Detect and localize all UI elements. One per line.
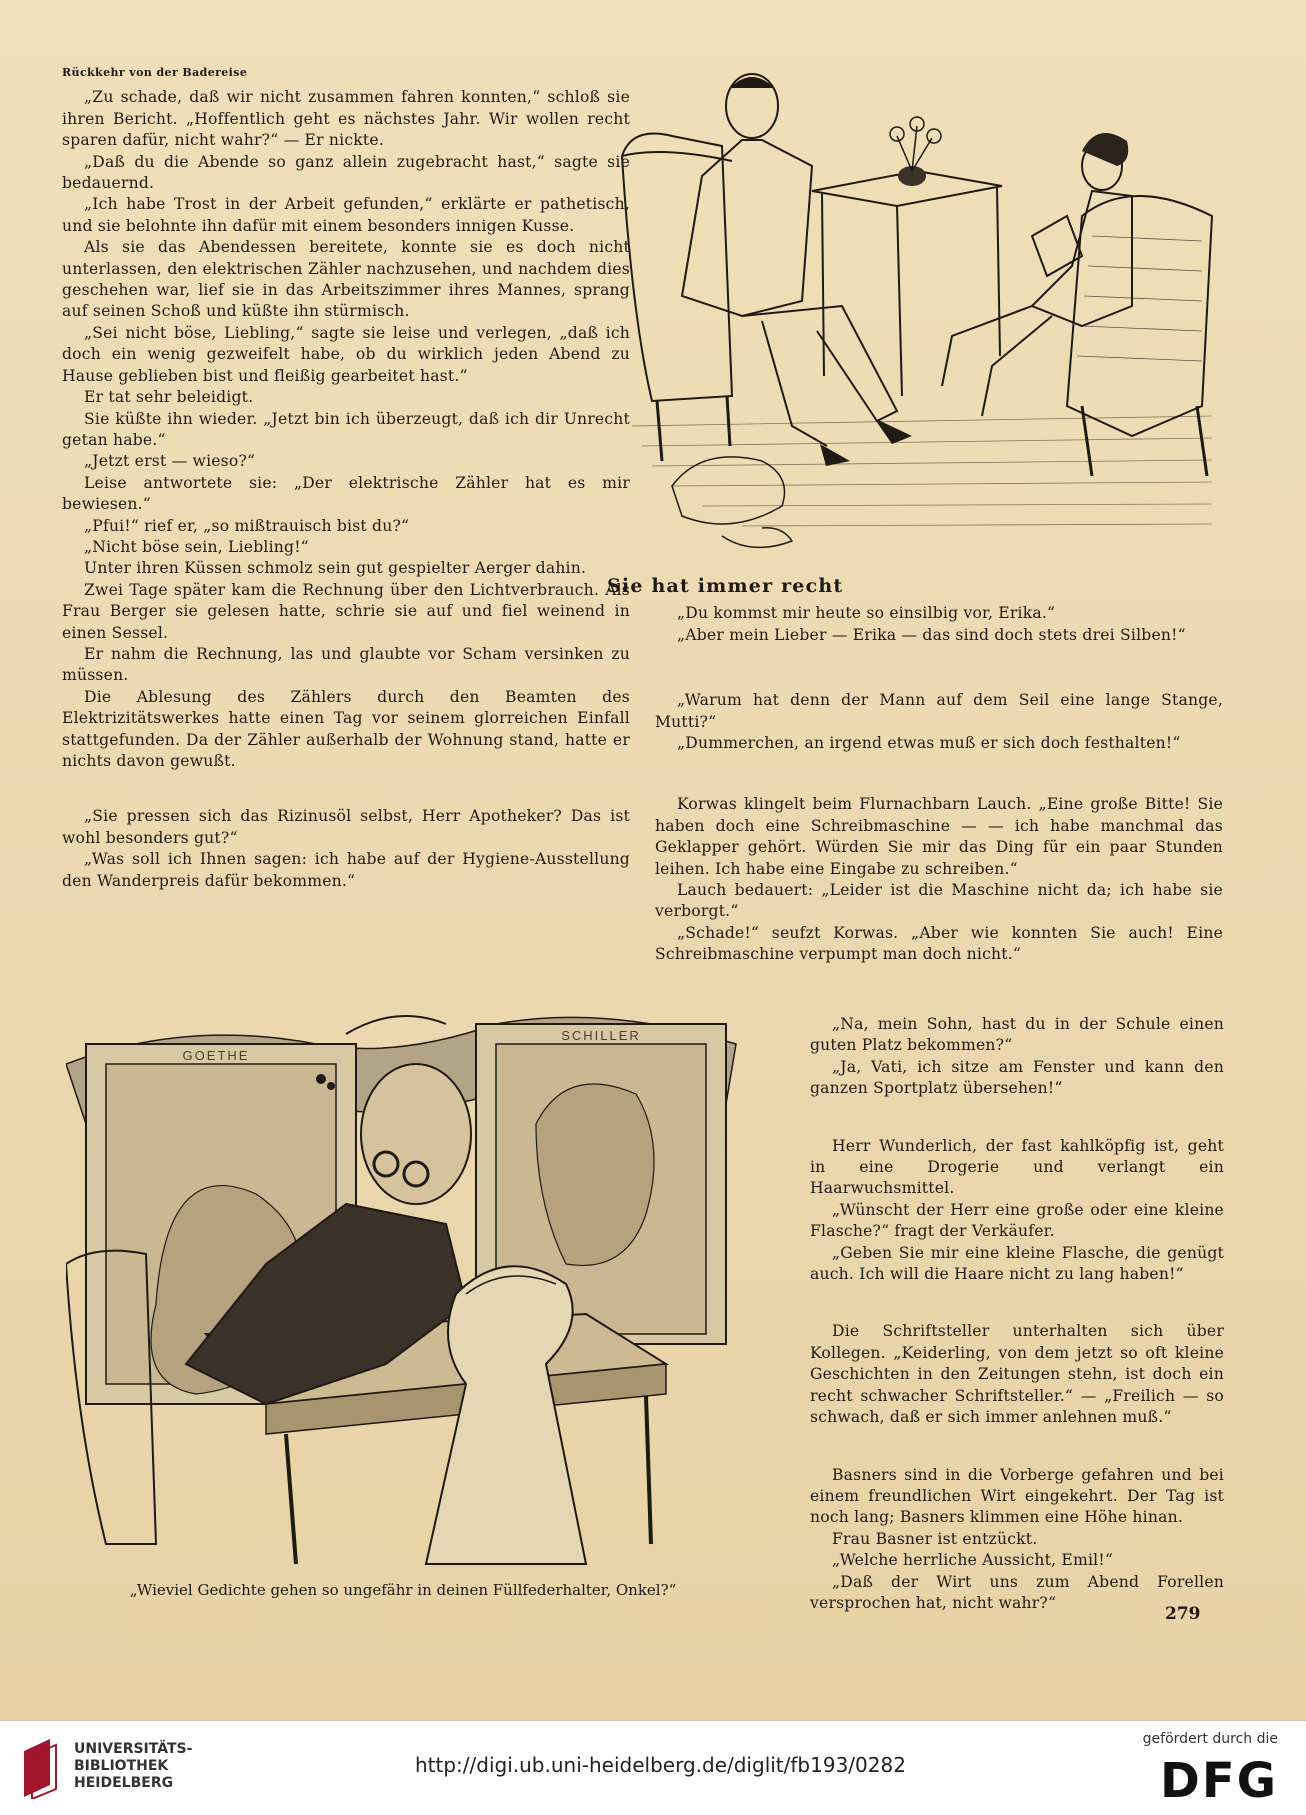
paragraph: „Na, mein Sohn, hast du in der Schule einen guten Platz bekommen?“ <box>810 1015 1224 1055</box>
paragraph: „Schade!“ seufzt Korwas. „Aber wie konnten Sie auch! Eine Schreibmaschine verpumpt man doch nicht.“ <box>655 923 1223 964</box>
paragraph: Lauch bedauert: „Leider ist die Maschine nicht da; ich habe sie verborgt.“ <box>655 881 1223 921</box>
paragraph: „Nicht böse sein, Liebling!“ <box>84 537 309 556</box>
right-column-bottom <box>810 1014 1224 1614</box>
paragraph: Er tat sehr beleidigt. <box>84 388 254 407</box>
paragraph: Zwei Tage später kam die Rechnung über den Lichtverbrauch. Als Frau Berger sie gelesen hatte, schrie sie auf und fiel weinend in einen Sessel. <box>62 580 630 642</box>
left-column <box>62 62 630 892</box>
paragraph: Er nahm die Rechnung, las und glaubte vor Scham versinken zu müssen. <box>62 644 630 685</box>
paragraph: „Warum hat denn der Mann auf dem Seil eine lange Stange, Mutti?“ <box>655 691 1223 731</box>
article-title: Sie hat immer recht <box>607 575 844 597</box>
paragraph: Die Ablesung des Zählers durch den Beamten des Elektrizitätswerkes hatte einen Tag vor seinem glorreichen Einfall stattgefunden. Da der Zähler außerhalb der Wohnung stand, hatte er nichts davon gewußt. <box>62 687 630 770</box>
paragraph: Korwas klingelt beim Flurnachbarn Lauch. „Eine große Bitte! Sie haben doch eine Schreibmaschine — — ich habe manchmal das Geklapper gehört. Würden Sie mir das Ding für ein paar Stunden leihen. Ich habe eine Eingabe zu schreiben.“ <box>655 795 1223 878</box>
paragraph: „Wünscht der Herr eine große oder eine kleine Flasche?“ fragt der Verkäufer. <box>810 1200 1224 1241</box>
figure-caption: „Wieviel Gedichte gehen so ungefähr in deinen Füllfederhalter, Onkel?“ <box>129 1581 677 1599</box>
paragraph: „Was soll ich Ihnen sagen: ich habe auf der Hygiene-Ausstellung den Wanderpreis dafür bekommen.“ <box>62 850 630 890</box>
paragraph: „Daß der Wirt uns zum Abend Forellen versprochen hat, nicht wahr?“ <box>810 1572 1224 1612</box>
paragraph: „Zu schade, daß wir nicht zusammen fahren konnten,“ schloß sie ihren Bericht. „Hoffentlich geht es nächstes Jahr. Wir wollen recht sparen dafür, nicht wahr?“ — Er nickte. <box>62 88 630 150</box>
paragraph: „Jetzt erst — wieso?“ <box>84 452 256 471</box>
library-logo-icon <box>20 1737 62 1799</box>
paragraph: „Du kommst mir heute so einsilbig vor, Erika.“ <box>677 604 1056 623</box>
paragraph: „Sei nicht böse, Liebling,“ sagte sie leise und verlegen, „daß ich doch ein wenig gezweifelt habe, ob du wirklich jeden Abend zu Hause geblieben bist und fleißig gearbeitet hast.“ <box>62 323 630 385</box>
paragraph: Sie küßte ihn wieder. „Jetzt bin ich überzeugt, daß ich dir Unrecht getan habe.“ <box>62 409 630 449</box>
paragraph: „Dummerchen, an irgend etwas muß er sich doch festhalten!“ <box>677 734 1181 753</box>
paragraph: „Sie pressen sich das Rizinusöl selbst, Herr Apotheker? Das ist wohl besonders gut?“ <box>62 807 630 847</box>
paragraph: Leise antwortete sie: „Der elektrische Zähler hat es mir bewiesen.“ <box>62 473 630 514</box>
paragraph: „Daß du die Abende so ganz allein zugebracht hast,“ sagte sie bedauernd. <box>62 152 630 193</box>
page-number: 279 <box>1165 1604 1201 1624</box>
paragraph: Herr Wunderlich, der fast kahlköpfig ist, geht in eine Drogerie und verlangt ein Haarwuchsmittel. <box>810 1136 1224 1198</box>
paragraph: „Aber mein Lieber — Erika — das sind doch stets drei Silben!“ <box>677 625 1186 644</box>
source-url-link[interactable]: http://digi.ub.uni-heidelberg.de/diglit/fb193/0282 <box>415 1753 906 1777</box>
right-column-top <box>607 575 1223 966</box>
paragraph: „Ich habe Trost in der Arbeit gefunden,“ erklärte er pathetisch, und sie belohnte ihn dafür mit einem besonders innigen Kusse. <box>62 195 630 235</box>
library-name <box>74 1741 192 1792</box>
paragraph: Als sie das Abendessen bereitete, konnte sie es doch nicht unterlassen, den elektrischen Zähler nachzusehen, und nachdem dies geschehen war, lief sie in das Arbeitszimmer ihres Mannes, sprang auf seinen Schoß und küßte ihn stürmisch. <box>62 238 630 321</box>
paragraph: „Ja, Vati, ich sitze am Fenster und kann den ganzen Sportplatz übersehen!“ <box>810 1057 1224 1098</box>
illustration-couple <box>612 66 1222 564</box>
paragraph: „Pfui!“ rief er, „so mißtrauisch bist du?“ <box>84 516 410 535</box>
paragraph: „Geben Sie mir eine kleine Flasche, die genügt auch. Ich will die Haare nicht zu lang haben!“ <box>810 1243 1224 1284</box>
illustration-poet <box>66 1004 746 1576</box>
paragraph: Die Schriftsteller unterhalten sich über Kollegen. „Keiderling, von dem jetzt so oft kleine Geschichten in den Zeitungen stehn, ist doch ein recht schwacher Schriftsteller.“ — „Freilich — so schwach, daß er sich immer anlehnen muß.“ <box>810 1322 1224 1427</box>
paragraph: „Welche herrliche Aussicht, Emil!“ <box>832 1551 1114 1570</box>
paragraph: Unter ihren Küssen schmolz sein gut gespielter Aerger dahin. <box>84 559 587 578</box>
portrait-right-label: SCHILLER <box>561 1028 641 1043</box>
library-name-line: HEIDELBERG <box>74 1775 174 1791</box>
dfg-logo: DFG <box>1159 1753 1278 1809</box>
paragraph: Basners sind in die Vorberge gefahren und bei einem freundlichen Wirt eingekehrt. Der Tag ist noch lang; Basners klimmen eine Höhe hinan. <box>810 1465 1224 1527</box>
section-header: Rückkehr von der Badereise <box>62 66 248 79</box>
paragraph: Frau Basner ist entzückt. <box>832 1529 1038 1548</box>
funded-by-label: gefördert durch die <box>1142 1731 1278 1747</box>
footer-bar <box>0 1720 1306 1815</box>
portrait-left-label: GOETHE <box>182 1048 250 1063</box>
library-name-line: UNIVERSITÄTS- <box>74 1741 193 1757</box>
library-name-line: BIBLIOTHEK <box>74 1758 169 1774</box>
